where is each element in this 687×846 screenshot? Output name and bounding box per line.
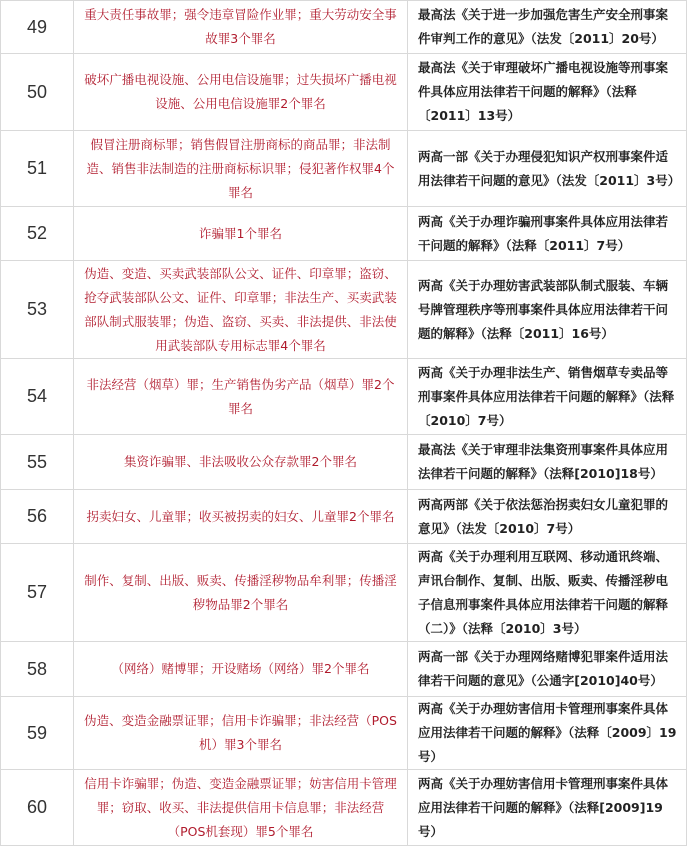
row-number: 55: [1, 435, 74, 490]
table-row: [1, 697, 687, 770]
row-number: 49: [1, 1, 74, 54]
crime-names: （网络）赌博罪；开设赌场（网络）罪2个罪名: [74, 642, 408, 697]
crime-names: 破坏广播电视设施、公用电信设施罪；过失损坏广播电视设施、公用电信设施罪2个罪名: [74, 54, 408, 131]
legal-basis: 两高《关于办理利用互联网、移动通讯终端、声讯台制作、复制、出版、贩卖、传播淫秽电子信息刑事案件具体应用法律若干问题的解释（二）》（法释〔2010〕3号）: [408, 544, 687, 642]
table-row: [1, 261, 687, 359]
row-number: 54: [1, 359, 74, 435]
table-row: [1, 544, 687, 642]
table-row: [1, 54, 687, 131]
table-row: [1, 490, 687, 544]
row-number: 52: [1, 207, 74, 261]
legal-basis: 最高法《关于进一步加强危害生产安全刑事案件审判工作的意见》（法发〔2011〕20号）: [408, 1, 687, 54]
row-number: 56: [1, 490, 74, 544]
crime-names: 伪造、变造、买卖武装部队公文、证件、印章罪；盗窃、抢夺武装部队公文、证件、印章罪；非法生产、买卖武装部队制式服装罪；伪造、盗窃、买卖、非法提供、非法使用武装部队专用标志罪4个罪名: [74, 261, 408, 359]
crime-names: 信用卡诈骗罪；伪造、变造金融票证罪；妨害信用卡管理罪；窃取、收买、非法提供信用卡信息罪；非法经营（POS机套现）罪5个罪名: [74, 770, 408, 846]
crime-names: 制作、复制、出版、贩卖、传播淫秽物品牟利罪；传播淫秽物品罪2个罪名: [74, 544, 408, 642]
row-number: 51: [1, 131, 74, 207]
crime-names: 假冒注册商标罪；销售假冒注册商标的商品罪；非法制造、销售非法制造的注册商标标识罪；侵犯著作权罪4个罪名: [74, 131, 408, 207]
legal-basis: 两高《关于办理妨害信用卡管理刑事案件具体应用法律若干问题的解释》（法释〔2009〕19号）: [408, 697, 687, 770]
legal-basis: 最高法《关于审理破坏广播电视设施等刑事案件具体应用法律若干问题的解释》（法释〔2011〕13号）: [408, 54, 687, 131]
row-number: 58: [1, 642, 74, 697]
crime-names: 诈骗罪1个罪名: [74, 207, 408, 261]
legal-basis: 两高《关于办理非法生产、销售烟草专卖品等刑事案件具体应用法律若干问题的解释》（法释〔2010〕7号）: [408, 359, 687, 435]
legal-basis: 两高两部《关于依法惩治拐卖妇女儿童犯罪的意见》（法发〔2010〕7号）: [408, 490, 687, 544]
crime-names: 非法经营（烟草）罪；生产销售伪劣产品（烟草）罪2个罪名: [74, 359, 408, 435]
table-row: [1, 359, 687, 435]
table-row: [1, 1, 687, 54]
legal-basis: 两高《关于办理妨害信用卡管理刑事案件具体应用法律若干问题的解释》（法释[2009]19号）: [408, 770, 687, 846]
legal-basis: 两高一部《关于办理网络赌博犯罪案件适用法律若干问题的意见》（公通字[2010]40号）: [408, 642, 687, 697]
legal-basis: 两高《关于办理诈骗刑事案件具体应用法律若干问题的解释》（法释〔2011〕7号）: [408, 207, 687, 261]
table-row: [1, 642, 687, 697]
crime-names: 集资诈骗罪、非法吸收公众存款罪2个罪名: [74, 435, 408, 490]
row-number: 57: [1, 544, 74, 642]
row-number: 59: [1, 697, 74, 770]
table-row: [1, 435, 687, 490]
table-row: [1, 131, 687, 207]
legal-basis: 两高《关于办理妨害武装部队制式服装、车辆号牌管理秩序等刑事案件具体应用法律若干问题的解释》（法释〔2011〕16号）: [408, 261, 687, 359]
legal-basis: 两高一部《关于办理侵犯知识产权刑事案件适用法律若干问题的意见》（法发〔2011〕3号）: [408, 131, 687, 207]
legal-basis: 最高法《关于审理非法集资刑事案件具体应用法律若干问题的解释》（法释[2010]18号）: [408, 435, 687, 490]
crime-names: 伪造、变造金融票证罪；信用卡诈骗罪；非法经营（POS机）罪3个罪名: [74, 697, 408, 770]
table-row: [1, 207, 687, 261]
row-number: 60: [1, 770, 74, 846]
crime-names: 拐卖妇女、儿童罪；收买被拐卖的妇女、儿童罪2个罪名: [74, 490, 408, 544]
table-row: [1, 770, 687, 846]
crime-names: 重大责任事故罪；强令违章冒险作业罪；重大劳动安全事故罪3个罪名: [74, 1, 408, 54]
row-number: 50: [1, 54, 74, 131]
row-number: 53: [1, 261, 74, 359]
